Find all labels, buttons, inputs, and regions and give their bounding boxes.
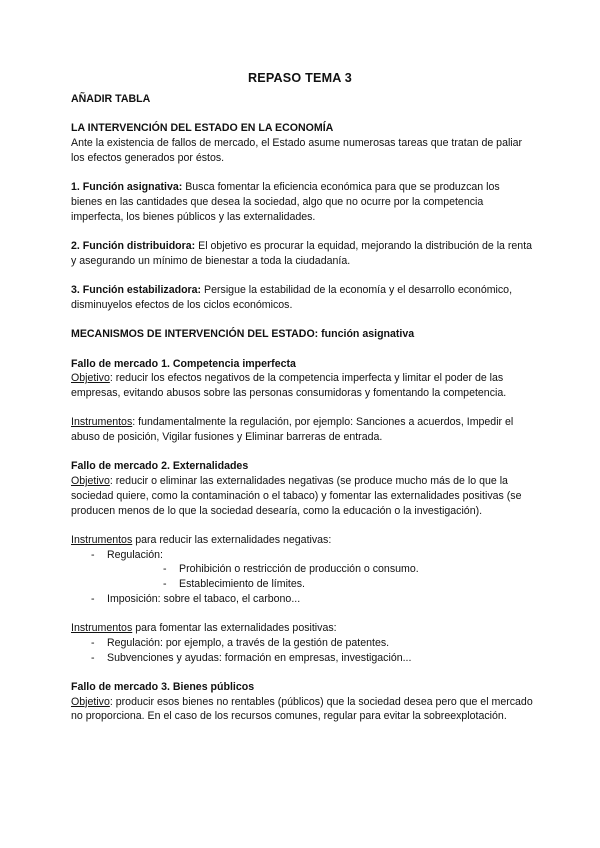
section-heading-mecanismos: MECANISMOS DE INTERVENCIÓN DEL ESTADO: función asignativa: [71, 328, 415, 341]
fallo1-instrumentos: [71, 415, 533, 444]
instrumentos-label: Instrumentos: [71, 533, 133, 546]
instrumentos-text: para reducir las externalidades negativas:: [132, 533, 332, 546]
positivas-list: [71, 636, 533, 665]
fallo2-instrumentos-positivas: [71, 621, 533, 636]
fallo3-objetivo: [71, 695, 533, 724]
fallo3-heading: Fallo de mercado 3. Bienes públicos: [71, 680, 255, 693]
regulacion-sublist: [107, 562, 533, 591]
fallo1-heading: Fallo de mercado 1. Competencia imperfecta: [71, 357, 296, 370]
objetivo-label: Objetivo: [71, 475, 110, 488]
function-label: 3. Función estabilizadora:: [71, 284, 202, 297]
page-title: REPASO TEMA 3: [247, 71, 353, 85]
function-estabilizadora: [71, 283, 533, 312]
instrumentos-text: para fomentar las externalidades positivas:: [132, 622, 337, 635]
function-distribuidora: [71, 239, 533, 268]
negativas-list: [71, 548, 533, 607]
objetivo-text: : producir esos bienes no rentables (públicos) que la sociedad desea pero que el mercado no proporciona. En el caso de los recursos comunes, regular para evitar la sobreexplotación.: [71, 695, 533, 723]
function-label: 2. Función distribuidora:: [71, 239, 196, 252]
list-item: - Prohibición o restricción de producción o consumo.: [107, 562, 533, 577]
list-item: - Subvenciones y ayudas: formación en empresas, investigación...: [71, 651, 533, 666]
fallo2-objetivo: [71, 474, 533, 518]
section-heading-intervencion: LA INTERVENCIÓN DEL ESTADO EN LA ECONOMÍA: [71, 122, 334, 135]
function-text: Busca fomentar la eficiencia económica para que se produzcan los bienes en las cantidades que desea la sociedad, algo que no ocurre por la competencia imperfecta, los bienes públicos y las externalidades.: [71, 181, 500, 223]
fallo2-heading: Fallo de mercado 2. Externalidades: [71, 460, 249, 473]
function-text: Persigue la estabilidad de la economía y el desarrollo económico, disminuyelos efectos de los ciclos económicos.: [71, 284, 513, 311]
objetivo-text: : reducir los efectos negativos de la competencia imperfecta y limitar el poder de las empresas, evitando abusos sobre las personas consumidoras y fomentando la competencia.: [71, 372, 507, 399]
objetivo-label: Objetivo: [71, 695, 110, 708]
objetivo-text: : reducir o eliminar las externalidades negativas (se produce mucho más de lo que la sociedad quiere, como la contaminación o el tabaco) y fomentar las externalidades positivas (se producen menos de lo que la sociedad desearía, como la educación o la investigación).: [71, 475, 522, 517]
list-item: - Establecimiento de límites.: [107, 577, 533, 592]
add-table-note: AÑADIR TABLA: [71, 93, 151, 105]
instrumentos-label: Instrumentos: [71, 622, 133, 635]
list-item: - Regulación: por ejemplo, a través de la gestión de patentes.: [71, 636, 533, 651]
objetivo-label: Objetivo: [71, 372, 110, 385]
function-text: El objetivo es procurar la equidad, mejorando la distribución de la renta y asegurando un mínimo de bienestar a toda la ciudadanía.: [71, 239, 533, 267]
list-item-text: Regulación:: [107, 548, 163, 561]
function-asignativa: [71, 180, 533, 224]
fallo2-instrumentos-negativas: [71, 533, 533, 548]
list-item: - Imposición: sobre el tabaco, el carbono...: [71, 592, 533, 607]
list-item: [71, 548, 533, 592]
instrumentos-text: : fundamentalmente la regulación, por ejemplo: Sanciones a acuerdos, Impedir el abuso de posición, Vigilar fusiones y Eliminar barreras de entrada.: [71, 416, 514, 444]
function-label: 1. Función asignativa:: [71, 181, 183, 194]
document-body: [71, 92, 533, 724]
fallo1-objetivo: [71, 371, 533, 400]
instrumentos-label: Instrumentos: [71, 416, 133, 429]
section-intro: Ante la existencia de fallos de mercado, el Estado asume numerosas tareas que tratan de paliar los efectos generados por éstos.: [71, 137, 523, 164]
